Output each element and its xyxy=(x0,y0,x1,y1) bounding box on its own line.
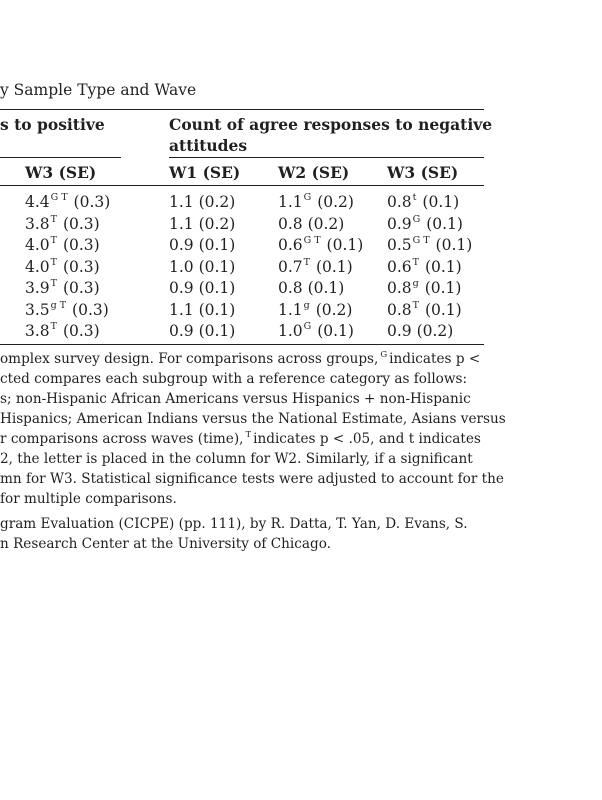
table-cell xyxy=(25,279,100,297)
column-header-w3-positive: W3 (SE) xyxy=(25,163,97,182)
table-cell xyxy=(169,193,235,211)
cell-value: 0.8 xyxy=(278,214,303,233)
cell-value: 1.1 xyxy=(278,193,303,211)
cell-value: 0.9 xyxy=(169,236,194,254)
cell-value: 0.6 xyxy=(387,257,412,276)
source-line-1: gram Evaluation (CICPE) (pp. 111), by R. Datta, T. Yan, D. Evans, S. xyxy=(0,516,468,532)
table-cell xyxy=(25,193,110,211)
cell-value: 4.0 xyxy=(25,257,50,276)
table-cell xyxy=(387,236,472,254)
table-cell xyxy=(25,236,100,254)
table-cell xyxy=(169,236,235,254)
table-cell xyxy=(169,215,235,233)
significance-marker: T xyxy=(50,256,57,268)
cell-value: 3.8 xyxy=(25,214,50,233)
source-line-2: n Research Center at the University of Chicago. xyxy=(0,536,331,552)
table-cell xyxy=(387,322,453,340)
table-top-rule xyxy=(0,109,484,110)
significance-marker: g xyxy=(303,299,310,311)
cell-value: 4.4 xyxy=(25,193,50,211)
column-header-w1-negative: W1 (SE) xyxy=(169,163,241,182)
cell-value: 0.9 xyxy=(169,279,194,297)
significance-marker: T xyxy=(303,256,310,268)
table-cell xyxy=(387,193,459,211)
standard-error: (0.3) xyxy=(62,257,100,276)
table-cell xyxy=(387,215,463,233)
significance-marker: T xyxy=(50,321,57,332)
table-cell xyxy=(278,279,344,297)
table-cell xyxy=(25,215,100,233)
table-cell xyxy=(387,301,462,319)
standard-error: (0.1) xyxy=(424,300,462,319)
table-cell xyxy=(278,322,354,340)
note-line-4: Hispanics; American Indians versus the National Estimate, Asians versus xyxy=(0,411,506,427)
significance-marker: G T xyxy=(303,235,321,246)
note-line-3: s; non-Hispanic African Americans versus Hispanics + non-Hispanic xyxy=(0,391,471,407)
cell-value: 1.1 xyxy=(278,300,303,319)
table-cell xyxy=(387,258,462,276)
cell-value: 0.9 xyxy=(387,214,412,233)
standard-error: (0.1) xyxy=(435,236,473,254)
cell-value: 3.8 xyxy=(25,322,50,340)
column-header-w2-negative: W2 (SE) xyxy=(278,163,350,182)
cell-value: 0.8 xyxy=(278,279,303,297)
group-header-negative-line2: attitudes xyxy=(169,136,248,155)
cell-value: 4.0 xyxy=(25,236,50,254)
cell-value: 0.9 xyxy=(169,322,194,340)
standard-error: (0.1) xyxy=(317,322,354,340)
table-caption: y Sample Type and Wave xyxy=(0,81,197,99)
group-header-positive: s to positive xyxy=(0,115,105,134)
standard-error: (0.2) xyxy=(317,193,354,211)
table-cell xyxy=(25,322,100,340)
standard-error: (0.3) xyxy=(73,193,111,211)
cell-value: 1.1 xyxy=(169,300,194,319)
table-cell xyxy=(278,236,363,254)
table-bottom-rule xyxy=(0,344,484,345)
standard-error: (0.2) xyxy=(416,322,454,340)
group-rule-negative xyxy=(169,157,484,158)
significance-marker: G xyxy=(412,213,421,225)
standard-error: (0.1) xyxy=(426,214,463,233)
cell-value: 0.9 xyxy=(387,322,412,340)
standard-error: (0.1) xyxy=(198,279,236,297)
significance-marker: T xyxy=(50,235,57,246)
standard-error: (0.1) xyxy=(198,236,236,254)
table-cell xyxy=(25,258,100,276)
note-line-5: r comparisons across waves (time), $^T$ indicates p < .05, and t indicates xyxy=(0,430,481,447)
cell-value: 0.6 xyxy=(278,236,303,254)
standard-error: (0.3) xyxy=(62,322,100,340)
cell-value: 0.8 xyxy=(387,193,412,211)
cell-value: 1.0 xyxy=(169,257,194,276)
cell-value: 0.8 xyxy=(387,300,412,319)
significance-marker: g T xyxy=(50,299,67,311)
significance-marker: G T xyxy=(412,235,430,246)
significance-marker: T xyxy=(50,213,57,225)
table-cell xyxy=(278,258,353,276)
note-line-7: mn for W3. Statistical significance tests were adjusted to account for the xyxy=(0,471,504,487)
table-cell xyxy=(387,279,461,297)
cell-value: 0.5 xyxy=(387,236,412,254)
note-line-8: for multiple comparisons. xyxy=(0,491,177,507)
standard-error: (0.1) xyxy=(198,322,236,340)
table-cell xyxy=(278,301,352,319)
table-cell xyxy=(278,215,344,233)
table-cell xyxy=(169,279,235,297)
standard-error: (0.1) xyxy=(326,236,364,254)
standard-error: (0.1) xyxy=(315,257,353,276)
cell-value: 1.1 xyxy=(169,193,194,211)
significance-marker: T xyxy=(50,278,57,289)
standard-error: (0.1) xyxy=(198,257,236,276)
cell-value: 3.9 xyxy=(25,279,50,297)
header-bottom-rule xyxy=(0,185,484,186)
cell-value: 3.5 xyxy=(25,300,50,319)
standard-error: (0.1) xyxy=(424,279,462,297)
standard-error: (0.3) xyxy=(62,214,100,233)
significance-marker: G xyxy=(303,192,312,203)
note-line-1: omplex survey design. For comparisons across groups, $^G$ indicates p < xyxy=(0,350,481,367)
table-cell xyxy=(169,322,235,340)
standard-error: (0.3) xyxy=(62,236,100,254)
standard-error: (0.2) xyxy=(307,214,345,233)
note-line-6: 2, the letter is placed in the column for W2. Similarly, if a significant xyxy=(0,451,473,467)
note-line-2: cted compares each subgroup with a reference category as follows: xyxy=(0,371,468,387)
table-cell xyxy=(169,301,235,319)
group-rule-positive xyxy=(0,157,121,158)
standard-error: (0.1) xyxy=(424,257,462,276)
standard-error: (0.1) xyxy=(198,300,236,319)
standard-error: (0.3) xyxy=(72,300,109,319)
standard-error: (0.1) xyxy=(307,279,345,297)
column-header-w3-negative: W3 (SE) xyxy=(387,163,459,182)
table-cell xyxy=(25,301,109,319)
cell-value: 0.7 xyxy=(278,257,303,276)
group-header-negative-line1: Count of agree responses to negative xyxy=(169,115,493,134)
standard-error: (0.2) xyxy=(198,214,236,233)
cell-value: 1.0 xyxy=(278,322,303,340)
significance-marker: t xyxy=(412,192,417,203)
significance-marker: g xyxy=(412,278,419,289)
standard-error: (0.3) xyxy=(62,279,100,297)
cell-value: 1.1 xyxy=(169,214,194,233)
table-cell xyxy=(169,258,235,276)
standard-error: (0.2) xyxy=(198,193,236,211)
significance-marker: T xyxy=(412,299,419,311)
standard-error: (0.2) xyxy=(315,300,353,319)
standard-error: (0.1) xyxy=(422,193,460,211)
significance-marker: G T xyxy=(50,192,68,203)
table-cell xyxy=(278,193,354,211)
significance-marker: T xyxy=(412,256,419,268)
cell-value: 0.8 xyxy=(387,279,412,297)
significance-marker: G xyxy=(303,321,312,332)
